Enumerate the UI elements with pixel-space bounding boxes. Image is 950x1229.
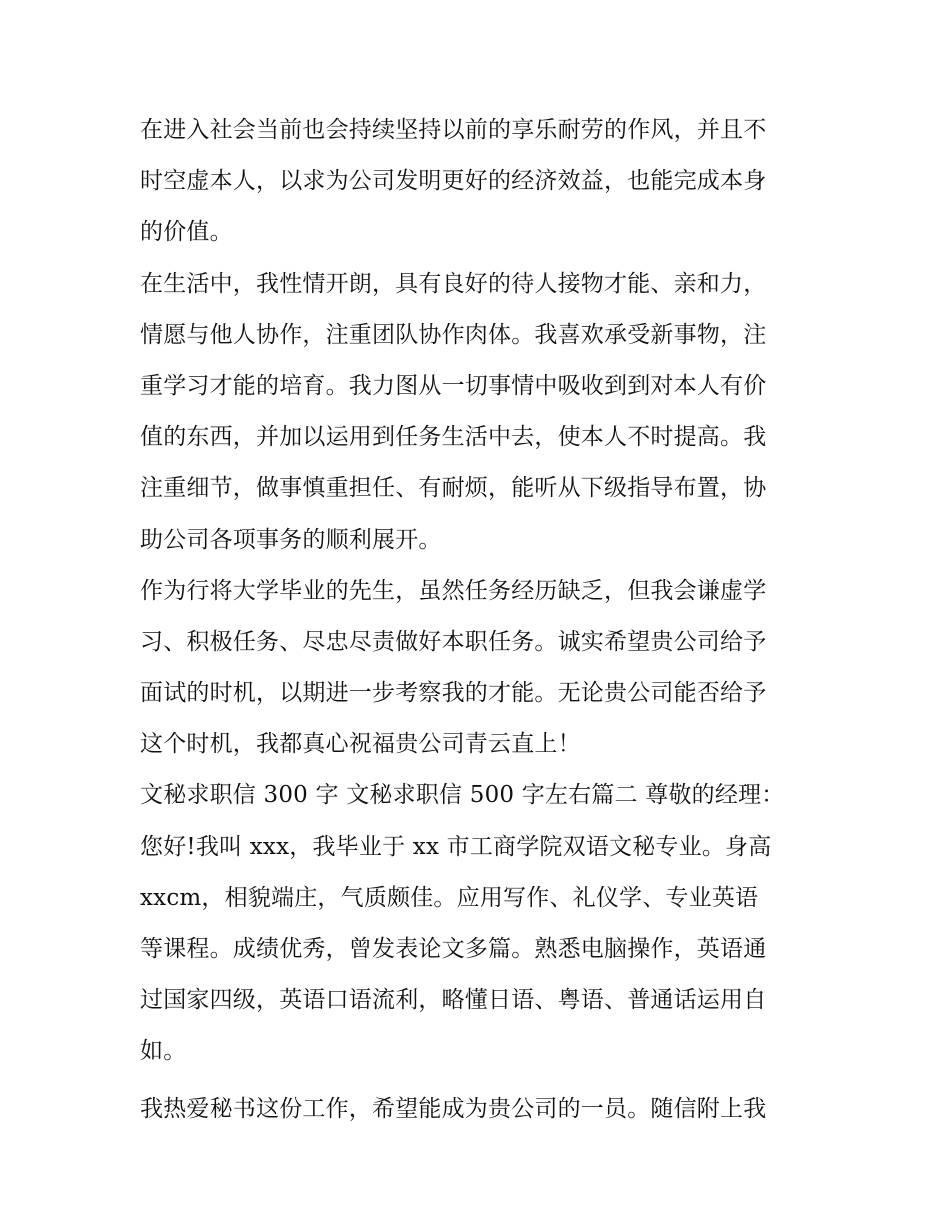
- text-line-20: 我热爱秘书这份工作，希望能成为贵公司的一员。随信附上我: [140, 1095, 767, 1122]
- text-line-17: 等课程。成绩优秀，曾发表论文多篇。熟悉电脑操作，英语通: [140, 936, 767, 962]
- text-line-7: 值的东西，并加以运用到任务生活中去，使本人不时提高。我: [140, 424, 767, 451]
- text-line-12: 面试的时机，以期进一步考察我的才能。无论贵公司能否给予: [140, 680, 767, 707]
- text-line-10: 作为行将大学毕业的先生，虽然任务经历缺乏，但我会谦虚学: [140, 577, 767, 604]
- text-line-13: 这个时机，我都真心祝福贵公司青云直上！: [140, 731, 581, 758]
- document-body: [140, 105, 812, 1135]
- text-line-5: 情愿与他人协作，注重团队协作肉体。我喜欢承受新事物，注: [140, 321, 767, 348]
- text-line-6: 重学习才能的培育。我力图从一切事情中吸收到到对本人有价: [140, 372, 767, 399]
- text-line-15: 您好!我叫 xxx，我毕业于 xx 市工商学院双语文秘专业。身高: [140, 833, 772, 860]
- text-line-11: 习、积极任务、尽忠尽责做好本职任务。诚实希望贵公司给予: [140, 628, 767, 655]
- text-line-1: 在进入社会当前也会持续坚持以前的享乐耐劳的作风，并且不: [140, 117, 767, 143]
- text-line-19: 如。: [140, 1038, 187, 1065]
- text-line-4: 在生活中，我性情开朗，具有良好的待人接物才能、亲和力，: [140, 270, 767, 297]
- text-line-8: 注重细节，做事慎重担任、有耐烦，能听从下级指导布置，协: [140, 475, 767, 502]
- text-line-18: 过国家四级，英语口语流利，略懂日语、粤语、普通话运用自: [140, 987, 767, 1014]
- text-line-9: 助公司各项事务的顺利展开。: [140, 526, 442, 553]
- text-line-14: 文秘求职信 300 字 文秘求职信 500 字左右篇二 尊敬的经理：: [140, 782, 785, 809]
- text-line-2: 时空虚本人，以求为公司发明更好的经济效益，也能完成本身: [140, 168, 767, 195]
- text-line-3: 的价值。: [140, 219, 233, 246]
- text-line-16: xxcm，相貌端庄，气质颇佳。应用写作、礼仪学、专业英语: [140, 884, 759, 911]
